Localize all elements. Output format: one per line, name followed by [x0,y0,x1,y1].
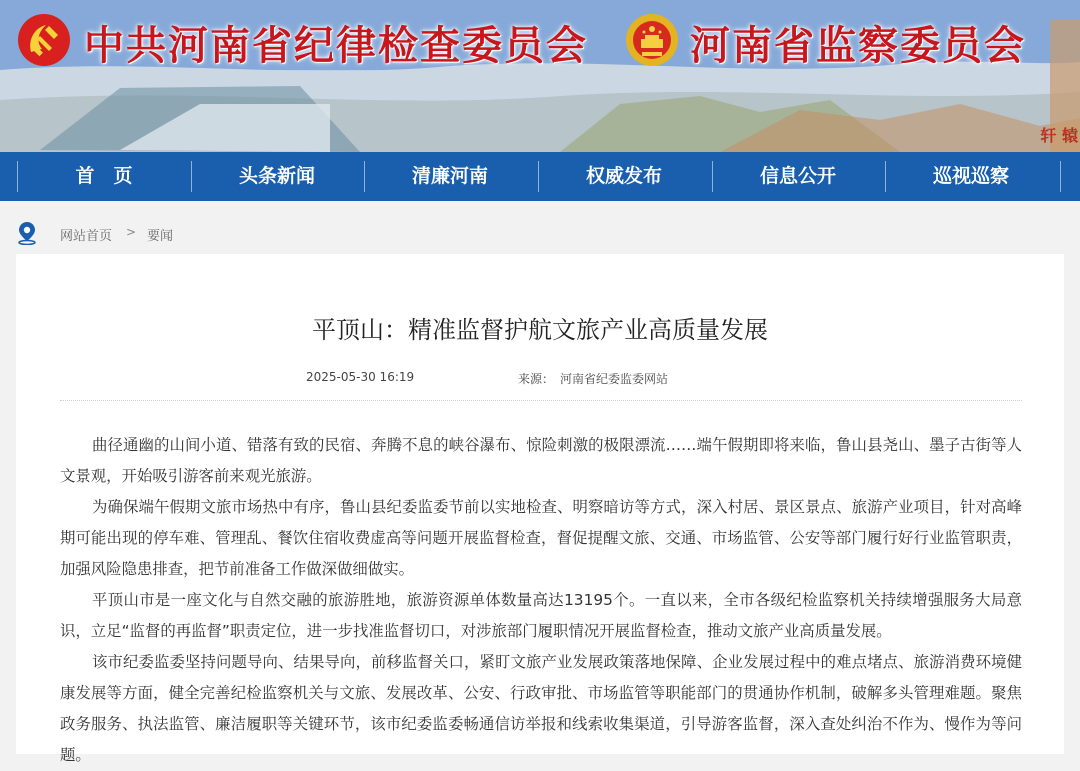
party-emblem-icon [16,12,72,68]
nav-separator [1060,161,1061,192]
nav-item-clean-henan[interactable]: 清廉河南 [411,165,488,187]
article-paragraph: 平顶山市是一座文化与自然交融的旅游胜地，旅游资源单体数量高达13195个。一直以来，全市各级纪检监察机关持续增强服务大局意识，立足“监督的再监督”职责定位，进一步找准监督切口，对涉旅部门履职情况开展监督检查，推动文旅产业高质量发展。 [60,591,1022,640]
article-title: 平顶山：精准监督护航文旅产业高质量发展 [312,316,768,344]
location-pin-icon [16,221,38,245]
article-panel [16,254,1064,764]
article-paragraph: 该市纪委监委坚持问题导向、结果导向，前移监督关口，紧盯文旅产业发展政策落地保障、企业发展过程中的难点堵点、旅游消费环境健康发展等方面，健全完善纪检监察机关与文旅、发展改革、公安、行政审批、市场监管等职能部门的贯通协作机制，破解多头管理难题。聚焦政务服务、执法监管、廉洁履职等关键环节，该市纪委监委畅通信访举报和线索收集渠道，引导游客监督，深入查处纠治不作为、慢作为等问题。 [60,653,1022,764]
national-emblem-icon [624,12,680,68]
article-source: 河南省纪委监委网站 [560,372,669,386]
banner-title-commission: 中共河南省纪律检查委员会 [84,22,588,69]
breadcrumb [0,201,1080,253]
nav-item-headlines[interactable]: 头条新闻 [238,165,315,187]
article-paragraph: 为确保端午假期文旅市场热中有序，鲁山县纪委监委节前以实地检查、明察暗访等方式，深入村居、景区景点、旅游产业项目，针对高峰期可能出现的停车难、管理乱、餐饮住宿收费虚高等问题开展监督检查，督促提醒文旅、交通、市场监管、公安等部门履行好行业监管职责，加强风险隐患排查，把节前准备工作做深做细做实。 [60,498,1022,578]
nav-item-authoritative-release[interactable]: 权威发布 [585,165,662,187]
breadcrumb-separator: > [126,225,137,239]
article-divider [60,400,1022,401]
site-banner [0,0,1080,152]
banner-title-supervision: 河南省监察委员会 [690,22,1026,69]
nav-item-information-disclosure[interactable]: 信息公开 [759,165,836,187]
nav-item-home[interactable]: 首 页 [75,165,133,187]
nav-item-inspection[interactable]: 巡视巡察 [932,165,1009,187]
banner-corner-text: 轩 辕 [1040,126,1078,145]
breadcrumb-home-link[interactable]: 网站首页 [60,229,113,244]
breadcrumb-current-link[interactable]: 要闻 [147,229,174,244]
article-paragraph: 曲径通幽的山间小道、错落有致的民宿、奔腾不息的峡谷瀑布、惊险刺激的极限漂流……端午假期即将来临，鲁山县尧山、墨子古街等人文景观，开始吸引游客前来观光旅游。 [60,436,1022,485]
article-source-label: 来源： [518,372,555,386]
article-body [60,430,1022,771]
main-nav [0,152,1080,201]
article-date: 2025-05-30 16:19 [306,370,415,384]
